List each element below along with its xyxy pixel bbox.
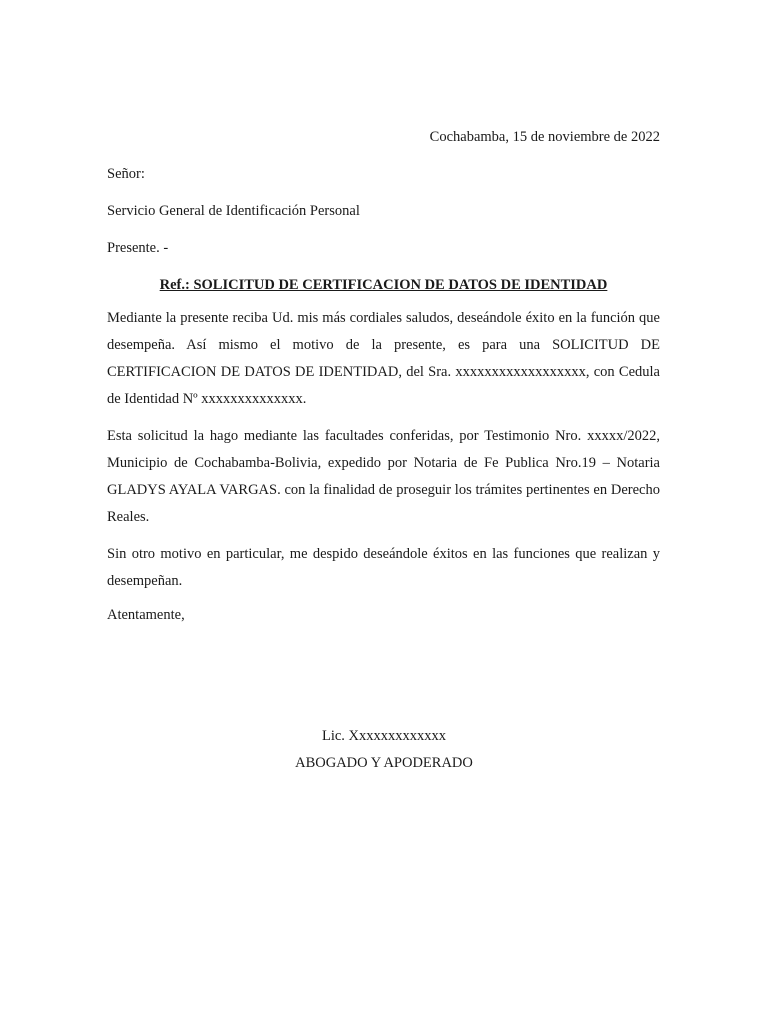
date-line: Cochabamba, 15 de noviembre de 2022 — [429, 129, 660, 145]
paragraph-3: Sin otro motivo en particular, me despido deseándole éxitos en las funciones que realizan y desempeñan. — [107, 546, 660, 589]
closing-line: Atentamente, — [107, 607, 185, 623]
signature-block — [0, 723, 768, 777]
letter-body — [107, 127, 660, 625]
paragraph-1: Mediante la presente reciba Ud. mis más cordiales saludos, deseándole éxito en la función que desempeña. Así mismo el motivo de la presente, es para una SOLICITUD DE CERTIFICACION DE DATOS DE IDENTIDAD, del Sra. xxxxxxxxxxxxxxxxxx, con Cedula de Identidad Nº xxxxxxxxxxxxxx. — [107, 310, 660, 407]
reference-line: Ref.: SOLICITUD DE CERTIFICACION DE DATOS DE IDENTIDAD — [159, 277, 608, 293]
signature-title: ABOGADO Y APODERADO — [295, 755, 473, 771]
signature-name: Lic. Xxxxxxxxxxxxx — [321, 728, 447, 744]
recipient: Servicio General de Identificación Personal — [107, 203, 360, 219]
paragraph-2: Esta solicitud la hago mediante las facultades conferidas, por Testimonio Nro. xxxxx/2022, Municipio de Cochabamba-Bolivia, expedido por Notaria de Fe Publica Nro.19 – Notaria GLADYS AYALA VARGAS. con la finalidad de proseguir los trámites pertinentes en Derecho Reales. — [107, 428, 660, 525]
presente-line: Presente. - — [107, 240, 169, 256]
salutation: Señor: — [107, 166, 145, 182]
